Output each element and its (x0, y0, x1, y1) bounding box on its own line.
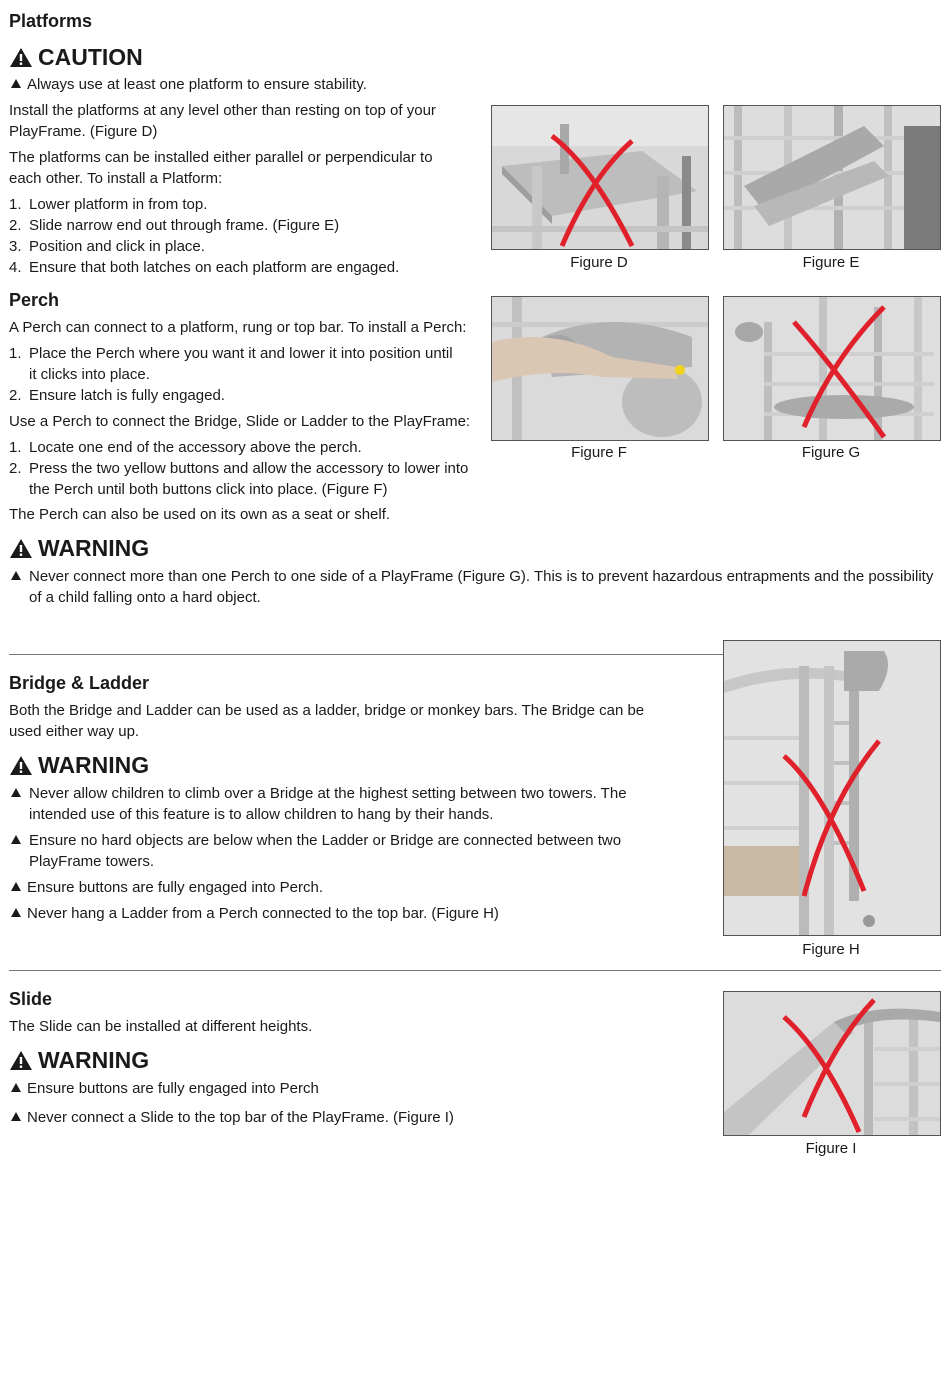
caution-heading (9, 44, 143, 71)
bridge-warning-item: Never allow children to climb over a Bridge at the highest setting between two towers. The intended use of this feature is to allow children to hang by their hands. (11, 783, 681, 825)
warning-title: WARNING (38, 1047, 150, 1073)
platforms-para-1: Install the platforms at any level other than resting on top of your PlayFrame. (Figure D) (9, 102, 436, 140)
figure-i-image (723, 991, 941, 1136)
perch-step: 1. Locate one end of the accessory above the perch. (9, 439, 362, 456)
warning-triangle-icon (9, 47, 33, 68)
platforms-heading: Platforms (9, 11, 93, 31)
slide-warning-heading (9, 1047, 149, 1074)
perch-heading: Perch (9, 290, 60, 310)
figure-e-image (723, 105, 941, 250)
warning-triangle-icon (9, 1050, 33, 1071)
slide-intro: The Slide can be installed at different heights. (9, 1018, 313, 1035)
figure-h-image (723, 640, 941, 936)
platform-step: 2. Slide narrow end out through frame. (Figure E) (9, 217, 340, 234)
perch-step: 2. Press the two yellow buttons and allow the accessory to lower into the Perch until both buttons click into place. (Figure F) (9, 460, 469, 498)
platforms-para-2: The platforms can be installed either parallel or perpendicular to each other. To install a Platform: (9, 149, 433, 187)
bullet-triangle-icon (11, 835, 21, 844)
section-divider (9, 970, 941, 971)
bullet-triangle-icon (11, 908, 21, 917)
slide-warning-item: Never connect a Slide to the top bar of the PlayFrame. (Figure I) (11, 1107, 611, 1128)
figure-d-caption: Figure D (570, 254, 628, 271)
perch-warning-heading (9, 535, 149, 562)
slide-heading: Slide (9, 989, 53, 1009)
figure-h-caption: Figure H (802, 941, 860, 958)
bridge-warning-item: Ensure no hard objects are below when the Ladder or Bridge are connected between two PlayFrame towers. (11, 830, 681, 872)
figure-g-image (723, 296, 941, 441)
bullet-triangle-icon (11, 788, 21, 797)
platform-step: 4. Ensure that both latches on each platform are engaged. (9, 259, 400, 276)
section-divider (9, 654, 723, 655)
figure-i-caption: Figure I (805, 1140, 857, 1157)
caution-title: CAUTION (38, 44, 143, 70)
bridge-intro: Both the Bridge and Ladder can be used as a ladder, bridge or monkey bars. The Bridge can be used either way up. (9, 702, 645, 740)
warning-triangle-icon (9, 538, 33, 559)
slide-warning-item: Ensure buttons are fully engaged into Perch (11, 1078, 611, 1099)
warning-title: WARNING (38, 752, 150, 778)
warning-title: WARNING (38, 535, 150, 561)
platform-step: 1. Lower platform in from top. (9, 196, 208, 213)
warning-triangle-icon (9, 755, 33, 776)
figure-f-caption: Figure F (571, 444, 627, 461)
figure-f-image (491, 296, 709, 441)
perch-step: 1. Place the Perch where you want it and lower it into position until it clicks into place. (9, 345, 453, 383)
bullet-triangle-icon (11, 1083, 21, 1092)
bullet-triangle-icon (11, 882, 21, 891)
bridge-warning-item: Ensure buttons are fully engaged into Perch. (11, 877, 681, 898)
bullet-triangle-icon (11, 571, 21, 580)
perch-intro: A Perch can connect to a platform, rung or top bar. To install a Perch: (9, 319, 467, 336)
perch-warning-item: Never connect more than one Perch to one side of a PlayFrame (Figure G). This is to prevent hazardous entrapments and the possibility of a child falling onto a hard object. (11, 566, 941, 608)
caution-item: Always use at least one platform to ensure stability. (11, 74, 471, 95)
figure-d-image (491, 105, 709, 250)
platform-step: 3. Position and click in place. (9, 238, 205, 255)
bullet-triangle-icon (11, 79, 21, 88)
perch-step: 2. Ensure latch is fully engaged. (9, 387, 225, 404)
figure-g-caption: Figure G (801, 444, 861, 461)
bridge-heading: Bridge & Ladder (9, 673, 150, 693)
perch-para-3: The Perch can also be used on its own as a seat or shelf. (9, 506, 391, 523)
perch-para-2: Use a Perch to connect the Bridge, Slide or Ladder to the PlayFrame: (9, 413, 471, 430)
bullet-triangle-icon (11, 1112, 21, 1121)
figure-e-caption: Figure E (802, 254, 860, 271)
bridge-warning-item: Never hang a Ladder from a Perch connected to the top bar. (Figure H) (11, 903, 681, 924)
bridge-warning-heading (9, 752, 149, 779)
